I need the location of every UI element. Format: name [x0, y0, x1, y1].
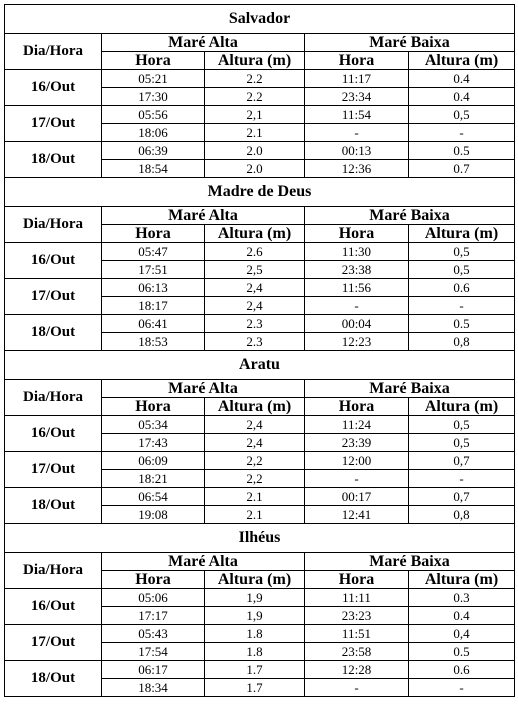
altura-header: Altura (m): [409, 571, 515, 589]
day-label: 18/Out: [5, 661, 102, 697]
low-tide-time: 11:54: [305, 106, 409, 124]
low-tide-time: 23:38: [305, 261, 409, 279]
high-tide-time: 17:51: [102, 261, 205, 279]
location-title-row: [5, 5, 515, 34]
tide-table-document: [4, 4, 514, 697]
location-title-row: [5, 524, 515, 553]
low-tide-height: 0.5: [409, 315, 515, 333]
low-tide-height: 0,5: [409, 261, 515, 279]
table-row: [5, 142, 515, 160]
group-header-row: [5, 207, 515, 225]
hora-header: Hora: [305, 52, 409, 70]
day-label: 16/Out: [5, 416, 102, 452]
high-tide-height: 2.0: [205, 160, 305, 178]
tide-table: [4, 4, 515, 697]
day-label: 18/Out: [5, 488, 102, 524]
location-title: Aratu: [5, 351, 515, 380]
altura-header: Altura (m): [409, 225, 515, 243]
low-tide-height: 0.3: [409, 589, 515, 607]
low-tide-time: 11:17: [305, 70, 409, 88]
table-row: [5, 70, 515, 88]
low-tide-height: 0.6: [409, 279, 515, 297]
low-tide-height: -: [409, 297, 515, 315]
low-tide-time: -: [305, 679, 409, 697]
table-row: [5, 106, 515, 124]
low-tide-time: -: [305, 470, 409, 488]
location-title-row: [5, 351, 515, 380]
location-title: Ilhéus: [5, 524, 515, 553]
group-header-row: [5, 380, 515, 398]
day-label: 16/Out: [5, 243, 102, 279]
location-title: Salvador: [5, 5, 515, 34]
hora-header: Hora: [102, 571, 205, 589]
table-row: [5, 452, 515, 470]
mare-alta-header: Maré Alta: [102, 207, 305, 225]
high-tide-height: 2.3: [205, 333, 305, 351]
group-header-row: [5, 553, 515, 571]
high-tide-height: 1.8: [205, 625, 305, 643]
altura-header: Altura (m): [205, 225, 305, 243]
high-tide-time: 17:43: [102, 434, 205, 452]
low-tide-height: 0,5: [409, 243, 515, 261]
high-tide-time: 18:54: [102, 160, 205, 178]
low-tide-time: 00:04: [305, 315, 409, 333]
high-tide-time: 18:53: [102, 333, 205, 351]
high-tide-time: 05:56: [102, 106, 205, 124]
table-row: [5, 589, 515, 607]
hora-header: Hora: [102, 398, 205, 416]
hora-header: Hora: [102, 225, 205, 243]
high-tide-height: 1.7: [205, 661, 305, 679]
high-tide-height: 2,2: [205, 452, 305, 470]
low-tide-time: 11:51: [305, 625, 409, 643]
day-label: 17/Out: [5, 452, 102, 488]
high-tide-height: 2.2: [205, 88, 305, 106]
hora-header: Hora: [102, 52, 205, 70]
table-row: [5, 488, 515, 506]
high-tide-time: 06:09: [102, 452, 205, 470]
high-tide-height: 2.1: [205, 506, 305, 524]
low-tide-height: 0.7: [409, 160, 515, 178]
dia-hora-header: Dia/Hora: [5, 553, 102, 589]
high-tide-height: 2,1: [205, 106, 305, 124]
low-tide-height: 0,5: [409, 106, 515, 124]
high-tide-time: 06:17: [102, 661, 205, 679]
high-tide-time: 18:17: [102, 297, 205, 315]
high-tide-height: 1.8: [205, 643, 305, 661]
high-tide-time: 05:47: [102, 243, 205, 261]
table-row: [5, 315, 515, 333]
low-tide-time: 23:39: [305, 434, 409, 452]
table-row: [5, 243, 515, 261]
high-tide-time: 18:34: [102, 679, 205, 697]
low-tide-time: 12:00: [305, 452, 409, 470]
mare-baixa-header: Maré Baixa: [305, 553, 515, 571]
table-row: [5, 625, 515, 643]
low-tide-time: 11:30: [305, 243, 409, 261]
table-row: [5, 661, 515, 679]
low-tide-time: -: [305, 297, 409, 315]
day-label: 16/Out: [5, 70, 102, 106]
high-tide-height: 2,4: [205, 416, 305, 434]
day-label: 17/Out: [5, 625, 102, 661]
hora-header: Hora: [305, 398, 409, 416]
location-title-row: [5, 178, 515, 207]
high-tide-time: 05:43: [102, 625, 205, 643]
high-tide-height: 2.1: [205, 488, 305, 506]
high-tide-height: 2.3: [205, 315, 305, 333]
altura-header: Altura (m): [205, 571, 305, 589]
table-row: [5, 416, 515, 434]
low-tide-time: 12:36: [305, 160, 409, 178]
altura-header: Altura (m): [205, 398, 305, 416]
altura-header: Altura (m): [409, 398, 515, 416]
high-tide-height: 2.0: [205, 142, 305, 160]
high-tide-time: 06:13: [102, 279, 205, 297]
mare-alta-header: Maré Alta: [102, 553, 305, 571]
high-tide-time: 17:30: [102, 88, 205, 106]
high-tide-time: 06:39: [102, 142, 205, 160]
mare-baixa-header: Maré Baixa: [305, 380, 515, 398]
low-tide-height: 0,7: [409, 452, 515, 470]
altura-header: Altura (m): [205, 52, 305, 70]
high-tide-time: 17:54: [102, 643, 205, 661]
high-tide-height: 2,4: [205, 434, 305, 452]
low-tide-height: -: [409, 124, 515, 142]
dia-hora-header: Dia/Hora: [5, 34, 102, 70]
high-tide-time: 05:06: [102, 589, 205, 607]
hora-header: Hora: [305, 225, 409, 243]
low-tide-height: 0.5: [409, 142, 515, 160]
low-tide-height: 0,7: [409, 488, 515, 506]
low-tide-height: 0.5: [409, 643, 515, 661]
low-tide-time: 23:34: [305, 88, 409, 106]
table-row: [5, 279, 515, 297]
low-tide-time: 11:56: [305, 279, 409, 297]
high-tide-time: 05:21: [102, 70, 205, 88]
high-tide-time: 06:41: [102, 315, 205, 333]
location-title: Madre de Deus: [5, 178, 515, 207]
day-label: 18/Out: [5, 142, 102, 178]
dia-hora-header: Dia/Hora: [5, 380, 102, 416]
day-label: 17/Out: [5, 279, 102, 315]
high-tide-height: 2,4: [205, 279, 305, 297]
low-tide-height: 0,8: [409, 333, 515, 351]
high-tide-time: 17:17: [102, 607, 205, 625]
high-tide-time: 18:21: [102, 470, 205, 488]
high-tide-time: 18:06: [102, 124, 205, 142]
low-tide-time: 23:23: [305, 607, 409, 625]
low-tide-time: -: [305, 124, 409, 142]
high-tide-height: 2,4: [205, 297, 305, 315]
altura-header: Altura (m): [409, 52, 515, 70]
low-tide-time: 00:13: [305, 142, 409, 160]
low-tide-height: 0,5: [409, 416, 515, 434]
high-tide-height: 2,2: [205, 470, 305, 488]
low-tide-height: 0,8: [409, 506, 515, 524]
low-tide-time: 23:58: [305, 643, 409, 661]
day-label: 18/Out: [5, 315, 102, 351]
low-tide-height: 0.4: [409, 70, 515, 88]
day-label: 16/Out: [5, 589, 102, 625]
high-tide-height: 2.6: [205, 243, 305, 261]
low-tide-height: 0,5: [409, 434, 515, 452]
high-tide-height: 2,5: [205, 261, 305, 279]
day-label: 17/Out: [5, 106, 102, 142]
low-tide-height: 0.4: [409, 88, 515, 106]
low-tide-time: 11:24: [305, 416, 409, 434]
low-tide-time: 00:17: [305, 488, 409, 506]
high-tide-time: 05:34: [102, 416, 205, 434]
high-tide-height: 2.1: [205, 124, 305, 142]
mare-baixa-header: Maré Baixa: [305, 207, 515, 225]
mare-baixa-header: Maré Baixa: [305, 34, 515, 52]
low-tide-time: 12:23: [305, 333, 409, 351]
hora-header: Hora: [305, 571, 409, 589]
high-tide-height: 1,9: [205, 589, 305, 607]
low-tide-height: -: [409, 679, 515, 697]
dia-hora-header: Dia/Hora: [5, 207, 102, 243]
low-tide-height: 0.4: [409, 607, 515, 625]
low-tide-time: 12:28: [305, 661, 409, 679]
low-tide-height: 0,4: [409, 625, 515, 643]
high-tide-time: 19:08: [102, 506, 205, 524]
low-tide-height: -: [409, 470, 515, 488]
high-tide-height: 2.2: [205, 70, 305, 88]
group-header-row: [5, 34, 515, 52]
mare-alta-header: Maré Alta: [102, 34, 305, 52]
low-tide-height: 0.6: [409, 661, 515, 679]
high-tide-height: 1.7: [205, 679, 305, 697]
low-tide-time: 12:41: [305, 506, 409, 524]
high-tide-height: 1,9: [205, 607, 305, 625]
mare-alta-header: Maré Alta: [102, 380, 305, 398]
low-tide-time: 11:11: [305, 589, 409, 607]
high-tide-time: 06:54: [102, 488, 205, 506]
